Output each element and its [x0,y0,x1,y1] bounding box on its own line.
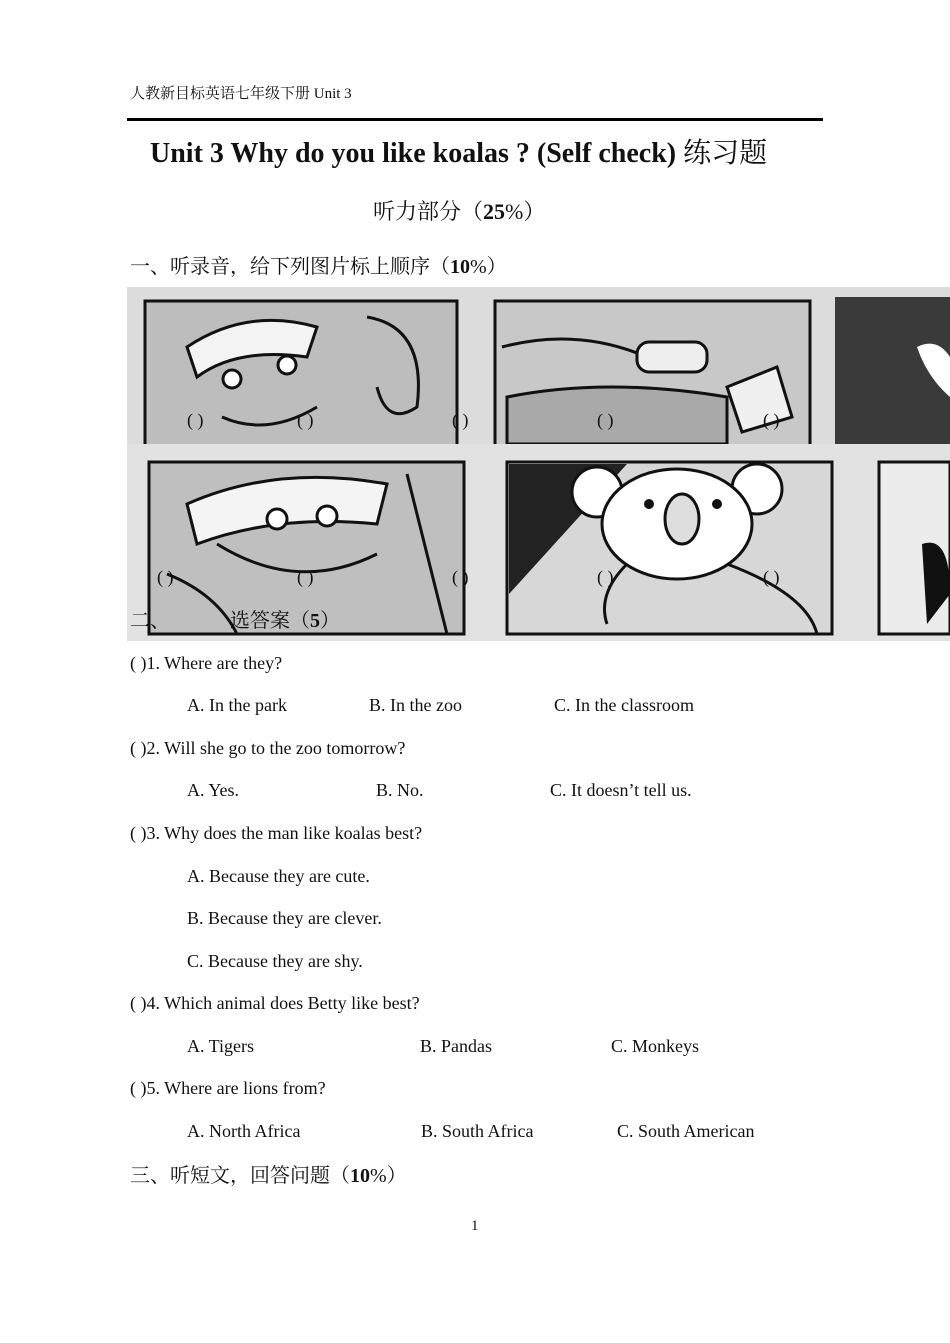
blank-4[interactable]: ( ) [597,410,614,430]
question-text: 5. Where are lions from? [146,1078,326,1098]
question-5 [130,1078,326,1099]
q1-option-b: B. In the zoo [369,695,462,715]
section-3-heading [130,1159,407,1188]
listening-subtitle [373,195,545,226]
section-2-label-tail: 选答案（ [230,610,310,632]
answer-blank[interactable]: ( ) [130,993,147,1013]
q1-option-c: C. In the classroom [554,695,694,715]
question-text: 3. Why does the man like koalas best? [146,823,423,843]
answer-blank[interactable]: ( ) [130,653,147,673]
question-1 [130,653,282,674]
picture-strip-bottom [127,444,950,641]
section-1-label: 一、听录音，给下列图片标上顺序（ [130,256,450,278]
section-1-percent: 10 [450,256,470,278]
blank-6[interactable]: ( ) [157,567,174,587]
q5-option-b: B. South Africa [421,1121,534,1141]
section-2-heading [130,604,340,633]
section-3-percent: 10 [350,1165,370,1187]
question-text: 2. Will she go to the zoo tomorrow? [146,738,406,758]
cartoon-images-top [127,287,950,444]
q2-option-b: B. No. [376,780,424,800]
q3-option-b: B. Because they are clever. [187,908,382,928]
question-3 [130,823,422,844]
section-3-label: 三、听短文，回答问题（ [130,1165,350,1187]
q1-option-a: A. In the park [187,695,287,715]
section-2-percent: 5 [310,610,320,632]
title-english: Unit 3 Why do you like koalas ? (Self check) [150,138,677,169]
question-2 [130,738,405,759]
q4-option-c: C. Monkeys [611,1036,700,1056]
blank-10[interactable]: ( ) [763,567,780,587]
section-1-heading [130,250,507,279]
answer-blank[interactable]: ( ) [130,823,147,843]
answer-blank[interactable]: ( ) [130,738,147,758]
q2-option-a: A. Yes. [187,780,240,800]
page-title [150,131,767,171]
q5-option-a: A. North Africa [187,1121,301,1141]
answer-blank[interactable]: ( ) [130,1078,147,1098]
subtitle-suffix: %） [505,199,546,224]
blank-8[interactable]: ( ) [452,567,469,587]
section-3-suffix: %） [370,1165,407,1187]
section-2-suffix: ） [320,610,340,632]
q4-option-a: A. Tigers [187,1036,255,1056]
question-text: 1. Where are they? [146,653,283,673]
page-header: 人教新目标英语七年级下册 Unit 3 [130,86,352,102]
blank-3[interactable]: ( ) [452,410,469,430]
q2-option-c: C. It doesn’t tell us. [550,780,692,800]
q5-option-c: C. South American [617,1121,755,1141]
q3-option-a: A. Because they are cute. [187,866,370,886]
blank-9[interactable]: ( ) [597,567,614,587]
blank-2[interactable]: ( ) [297,410,314,430]
q3-option-c: C. Because they are shy. [187,951,363,971]
section-1-suffix: %） [470,256,507,278]
blank-5[interactable]: ( ) [763,410,780,430]
title-chinese: 练习题 [683,138,768,169]
page-number: 1 [471,1218,479,1234]
blank-7[interactable]: ( ) [297,567,314,587]
subtitle-percent: 25 [483,199,506,224]
header-rule [127,118,823,121]
picture-strip-top [127,287,950,444]
question-text: 4. Which animal does Betty like best? [146,993,420,1013]
q4-option-b: B. Pandas [420,1036,492,1056]
section-2-label: 二、 [130,610,170,632]
question-4 [130,993,420,1014]
blank-1[interactable]: ( ) [187,410,204,430]
subtitle-label: 听力部分（ [373,199,484,224]
